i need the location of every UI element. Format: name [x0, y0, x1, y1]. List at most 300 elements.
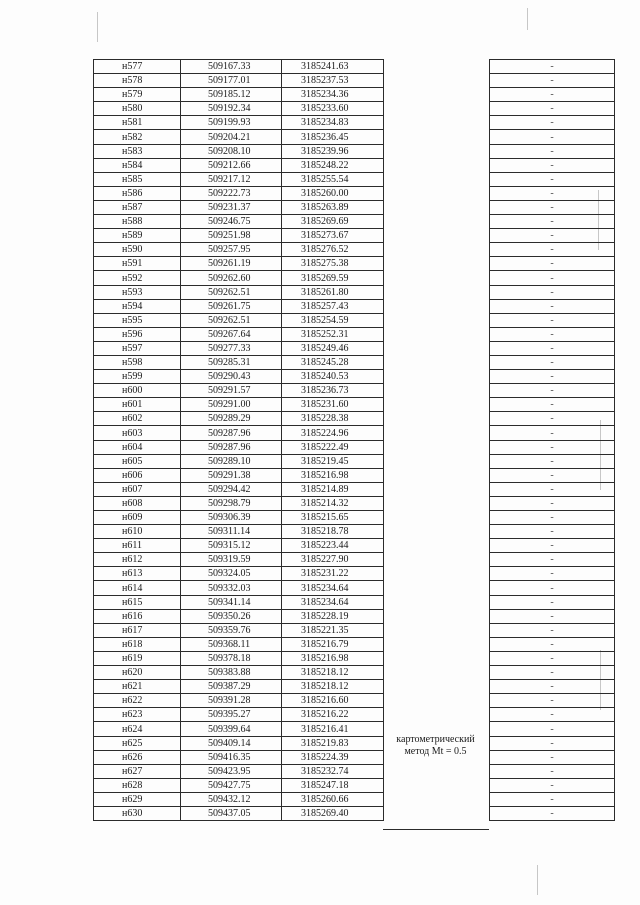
y-coordinate-cell: 3185218.12: [282, 666, 384, 680]
y-coordinate-cell: 3185252.31: [282, 327, 384, 341]
x-coordinate-cell: 509399.64: [181, 722, 282, 736]
x-coordinate-cell: 509192.34: [181, 102, 282, 116]
accuracy-cell: -: [490, 806, 615, 820]
x-coordinate-cell: 509423.95: [181, 764, 282, 778]
method-cell: [384, 454, 490, 468]
x-coordinate-cell: 509287.96: [181, 426, 282, 440]
method-cell: [384, 398, 490, 412]
method-cell: [384, 215, 490, 229]
accuracy-cell: -: [490, 102, 615, 116]
table-row: [94, 384, 615, 398]
table-row: [94, 468, 615, 482]
point-name-cell: н585: [94, 172, 181, 186]
x-coordinate-cell: 509291.38: [181, 468, 282, 482]
y-coordinate-cell: 3185260.00: [282, 186, 384, 200]
point-name-cell: н581: [94, 116, 181, 130]
method-cell: [384, 144, 490, 158]
x-coordinate-cell: 509432.12: [181, 792, 282, 806]
table-row: [94, 637, 615, 651]
accuracy-cell: -: [490, 313, 615, 327]
method-cell: [384, 384, 490, 398]
table-row: [94, 482, 615, 496]
method-cell: [384, 116, 490, 130]
y-coordinate-cell: 3185228.19: [282, 609, 384, 623]
accuracy-cell: -: [490, 609, 615, 623]
table-row: [94, 581, 615, 595]
point-name-cell: н593: [94, 285, 181, 299]
y-coordinate-cell: 3185233.60: [282, 102, 384, 116]
table-row: [94, 567, 615, 581]
method-cell: [384, 468, 490, 482]
x-coordinate-cell: 509437.05: [181, 806, 282, 820]
table-row: [94, 130, 615, 144]
y-coordinate-cell: 3185236.73: [282, 384, 384, 398]
accuracy-cell: -: [490, 158, 615, 172]
point-name-cell: н588: [94, 215, 181, 229]
accuracy-cell: -: [490, 60, 615, 74]
accuracy-cell: -: [490, 426, 615, 440]
accuracy-cell: -: [490, 595, 615, 609]
x-coordinate-cell: 509261.75: [181, 299, 282, 313]
table-row: [94, 370, 615, 384]
method-cell: [384, 651, 490, 665]
point-name-cell: н594: [94, 299, 181, 313]
point-name-cell: н615: [94, 595, 181, 609]
method-cell: [384, 186, 490, 200]
x-coordinate-cell: 509350.26: [181, 609, 282, 623]
y-coordinate-cell: 3185269.69: [282, 215, 384, 229]
method-cell: [384, 130, 490, 144]
method-cell: [384, 694, 490, 708]
y-coordinate-cell: 3185257.43: [282, 299, 384, 313]
accuracy-cell: -: [490, 511, 615, 525]
accuracy-cell: -: [490, 229, 615, 243]
accuracy-cell: -: [490, 539, 615, 553]
point-name-cell: н621: [94, 680, 181, 694]
x-coordinate-cell: 509324.05: [181, 567, 282, 581]
accuracy-cell: -: [490, 454, 615, 468]
x-coordinate-cell: 509298.79: [181, 496, 282, 510]
method-note-line1: картометрический: [396, 734, 475, 745]
table-row: [94, 243, 615, 257]
table-row: [94, 525, 615, 539]
point-name-cell: н605: [94, 454, 181, 468]
method-cell: [384, 609, 490, 623]
y-coordinate-cell: 3185216.98: [282, 651, 384, 665]
x-coordinate-cell: 509306.39: [181, 511, 282, 525]
x-coordinate-cell: 509199.93: [181, 116, 282, 130]
y-coordinate-cell: 3185219.83: [282, 736, 384, 750]
method-note-line2: метод Mt = 0.5: [404, 746, 467, 757]
point-name-cell: н614: [94, 581, 181, 595]
y-coordinate-cell: 3185249.46: [282, 341, 384, 355]
method-cell: [384, 200, 490, 214]
table-row: [94, 708, 615, 722]
point-name-cell: н598: [94, 355, 181, 369]
point-name-cell: н630: [94, 806, 181, 820]
method-cell: [384, 581, 490, 595]
point-name-cell: н604: [94, 440, 181, 454]
point-name-cell: н595: [94, 313, 181, 327]
method-cell: [384, 285, 490, 299]
point-name-cell: н618: [94, 637, 181, 651]
point-name-cell: н627: [94, 764, 181, 778]
method-cell: [384, 666, 490, 680]
x-coordinate-cell: 509257.95: [181, 243, 282, 257]
method-cell: [384, 595, 490, 609]
x-coordinate-cell: 509341.14: [181, 595, 282, 609]
x-coordinate-cell: 509291.00: [181, 398, 282, 412]
x-coordinate-cell: 509332.03: [181, 581, 282, 595]
x-coordinate-cell: 509315.12: [181, 539, 282, 553]
point-name-cell: н609: [94, 511, 181, 525]
accuracy-cell: -: [490, 327, 615, 341]
y-coordinate-cell: 3185275.38: [282, 257, 384, 271]
scan-mark: [97, 12, 98, 42]
table-bottom-line: [383, 829, 489, 830]
point-name-cell: н623: [94, 708, 181, 722]
method-cell: [384, 778, 490, 792]
y-coordinate-cell: 3185224.39: [282, 750, 384, 764]
table-row: [94, 750, 615, 764]
method-cell: [384, 299, 490, 313]
coordinates-table: [93, 59, 615, 821]
accuracy-cell: -: [490, 243, 615, 257]
accuracy-cell: -: [490, 215, 615, 229]
y-coordinate-cell: 3185228.38: [282, 412, 384, 426]
point-name-cell: н577: [94, 60, 181, 74]
table-row: [94, 511, 615, 525]
table-row: [94, 778, 615, 792]
x-coordinate-cell: 509391.28: [181, 694, 282, 708]
y-coordinate-cell: 3185260.66: [282, 792, 384, 806]
x-coordinate-cell: 509208.10: [181, 144, 282, 158]
table-row: [94, 88, 615, 102]
y-coordinate-cell: 3185218.12: [282, 680, 384, 694]
accuracy-cell: -: [490, 285, 615, 299]
table-row: [94, 186, 615, 200]
y-coordinate-cell: 3185269.40: [282, 806, 384, 820]
method-cell: [384, 172, 490, 186]
accuracy-cell: -: [490, 384, 615, 398]
y-coordinate-cell: 3185234.83: [282, 116, 384, 130]
x-coordinate-cell: 509262.60: [181, 271, 282, 285]
point-name-cell: н591: [94, 257, 181, 271]
accuracy-cell: -: [490, 440, 615, 454]
table-row: [94, 496, 615, 510]
point-name-cell: н582: [94, 130, 181, 144]
point-name-cell: н597: [94, 341, 181, 355]
table-row: [94, 440, 615, 454]
y-coordinate-cell: 3185241.63: [282, 60, 384, 74]
x-coordinate-cell: 509246.75: [181, 215, 282, 229]
accuracy-cell: -: [490, 341, 615, 355]
accuracy-cell: -: [490, 792, 615, 806]
table-row: [94, 609, 615, 623]
accuracy-cell: -: [490, 496, 615, 510]
accuracy-cell: -: [490, 271, 615, 285]
x-coordinate-cell: 509395.27: [181, 708, 282, 722]
accuracy-cell: -: [490, 553, 615, 567]
x-coordinate-cell: 509409.14: [181, 736, 282, 750]
accuracy-cell: -: [490, 764, 615, 778]
y-coordinate-cell: 3185218.78: [282, 525, 384, 539]
table-row: [94, 694, 615, 708]
y-coordinate-cell: 3185234.64: [282, 581, 384, 595]
accuracy-cell: -: [490, 666, 615, 680]
y-coordinate-cell: 3185247.18: [282, 778, 384, 792]
method-cell: [384, 327, 490, 341]
accuracy-cell: -: [490, 370, 615, 384]
method-cell: [384, 271, 490, 285]
table-row: [94, 74, 615, 88]
point-name-cell: н607: [94, 482, 181, 496]
point-name-cell: н579: [94, 88, 181, 102]
y-coordinate-cell: 3185222.49: [282, 440, 384, 454]
accuracy-cell: -: [490, 398, 615, 412]
y-coordinate-cell: 3185236.45: [282, 130, 384, 144]
x-coordinate-cell: 509204.21: [181, 130, 282, 144]
y-coordinate-cell: 3185227.90: [282, 553, 384, 567]
scan-mark: [527, 8, 528, 30]
point-name-cell: н586: [94, 186, 181, 200]
table-row: [94, 806, 615, 820]
accuracy-cell: -: [490, 623, 615, 637]
x-coordinate-cell: 509290.43: [181, 370, 282, 384]
x-coordinate-cell: 509311.14: [181, 525, 282, 539]
accuracy-cell: -: [490, 257, 615, 271]
y-coordinate-cell: 3185221.35: [282, 623, 384, 637]
method-cell: [384, 102, 490, 116]
method-cell: [384, 567, 490, 581]
x-coordinate-cell: 509359.76: [181, 623, 282, 637]
x-coordinate-cell: 509185.12: [181, 88, 282, 102]
point-name-cell: н599: [94, 370, 181, 384]
accuracy-cell: -: [490, 722, 615, 736]
scan-mark: [537, 865, 538, 895]
table-row: [94, 172, 615, 186]
x-coordinate-cell: 509427.75: [181, 778, 282, 792]
table-row: [94, 341, 615, 355]
y-coordinate-cell: 3185216.41: [282, 722, 384, 736]
x-coordinate-cell: 509262.51: [181, 313, 282, 327]
accuracy-cell: -: [490, 186, 615, 200]
x-coordinate-cell: 509217.12: [181, 172, 282, 186]
x-coordinate-cell: 509212.66: [181, 158, 282, 172]
table-row: [94, 539, 615, 553]
table-row: [94, 60, 615, 74]
table-row: [94, 722, 615, 736]
y-coordinate-cell: 3185276.52: [282, 243, 384, 257]
y-coordinate-cell: 3185224.96: [282, 426, 384, 440]
accuracy-cell: -: [490, 299, 615, 313]
y-coordinate-cell: 3185234.36: [282, 88, 384, 102]
method-cell: [384, 764, 490, 778]
point-name-cell: н601: [94, 398, 181, 412]
method-cell: [384, 341, 490, 355]
point-name-cell: н602: [94, 412, 181, 426]
accuracy-cell: -: [490, 172, 615, 186]
point-name-cell: н611: [94, 539, 181, 553]
x-coordinate-cell: 509383.88: [181, 666, 282, 680]
table-row: [94, 200, 615, 214]
point-name-cell: н617: [94, 623, 181, 637]
y-coordinate-cell: 3185237.53: [282, 74, 384, 88]
table-row: [94, 299, 615, 313]
method-cell: [384, 243, 490, 257]
accuracy-cell: -: [490, 736, 615, 750]
x-coordinate-cell: 509378.18: [181, 651, 282, 665]
table-row: [94, 595, 615, 609]
y-coordinate-cell: 3185245.28: [282, 355, 384, 369]
accuracy-cell: -: [490, 708, 615, 722]
method-cell: [384, 412, 490, 426]
point-name-cell: н589: [94, 229, 181, 243]
point-name-cell: н608: [94, 496, 181, 510]
x-coordinate-cell: 509277.33: [181, 341, 282, 355]
table-row: [94, 412, 615, 426]
x-coordinate-cell: 509294.42: [181, 482, 282, 496]
accuracy-cell: -: [490, 525, 615, 539]
table-row: [94, 285, 615, 299]
y-coordinate-cell: 3185216.79: [282, 637, 384, 651]
point-name-cell: н606: [94, 468, 181, 482]
table-row: [94, 229, 615, 243]
method-note: [383, 734, 488, 758]
method-cell: [384, 806, 490, 820]
method-cell: [384, 511, 490, 525]
table-row: [94, 158, 615, 172]
table-row: [94, 116, 615, 130]
point-name-cell: н580: [94, 102, 181, 116]
method-cell: [384, 313, 490, 327]
method-cell: [384, 355, 490, 369]
y-coordinate-cell: 3185216.98: [282, 468, 384, 482]
accuracy-cell: -: [490, 130, 615, 144]
x-coordinate-cell: 509167.33: [181, 60, 282, 74]
accuracy-cell: -: [490, 468, 615, 482]
accuracy-cell: -: [490, 116, 615, 130]
y-coordinate-cell: 3185216.60: [282, 694, 384, 708]
y-coordinate-cell: 3185239.96: [282, 144, 384, 158]
method-cell: [384, 525, 490, 539]
table-row: [94, 271, 615, 285]
y-coordinate-cell: 3185215.65: [282, 511, 384, 525]
y-coordinate-cell: 3185223.44: [282, 539, 384, 553]
accuracy-cell: -: [490, 694, 615, 708]
method-cell: [384, 539, 490, 553]
accuracy-cell: -: [490, 651, 615, 665]
accuracy-cell: -: [490, 355, 615, 369]
accuracy-cell: -: [490, 680, 615, 694]
y-coordinate-cell: 3185248.22: [282, 158, 384, 172]
x-coordinate-cell: 509177.01: [181, 74, 282, 88]
x-coordinate-cell: 509285.31: [181, 355, 282, 369]
table-row: [94, 426, 615, 440]
point-name-cell: н628: [94, 778, 181, 792]
x-coordinate-cell: 509319.59: [181, 553, 282, 567]
point-name-cell: н592: [94, 271, 181, 285]
accuracy-cell: -: [490, 778, 615, 792]
method-cell: [384, 792, 490, 806]
method-cell: [384, 496, 490, 510]
y-coordinate-cell: 3185232.74: [282, 764, 384, 778]
method-cell: [384, 60, 490, 74]
table-row: [94, 623, 615, 637]
table-row: [94, 553, 615, 567]
accuracy-cell: -: [490, 482, 615, 496]
y-coordinate-cell: 3185234.64: [282, 595, 384, 609]
table-row: [94, 792, 615, 806]
method-cell: [384, 370, 490, 384]
point-name-cell: н629: [94, 792, 181, 806]
table-row: [94, 454, 615, 468]
x-coordinate-cell: 509368.11: [181, 637, 282, 651]
method-cell: [384, 637, 490, 651]
y-coordinate-cell: 3185269.59: [282, 271, 384, 285]
accuracy-cell: -: [490, 581, 615, 595]
point-name-cell: н587: [94, 200, 181, 214]
method-cell: [384, 257, 490, 271]
x-coordinate-cell: 509287.96: [181, 440, 282, 454]
point-name-cell: н624: [94, 722, 181, 736]
table-row: [94, 680, 615, 694]
point-name-cell: н603: [94, 426, 181, 440]
x-coordinate-cell: 509251.98: [181, 229, 282, 243]
method-cell: [384, 708, 490, 722]
x-coordinate-cell: 509291.57: [181, 384, 282, 398]
table-row: [94, 102, 615, 116]
point-name-cell: н620: [94, 666, 181, 680]
table-row: [94, 257, 615, 271]
y-coordinate-cell: 3185263.89: [282, 200, 384, 214]
x-coordinate-cell: 509289.29: [181, 412, 282, 426]
y-coordinate-cell: 3185261.80: [282, 285, 384, 299]
point-name-cell: н590: [94, 243, 181, 257]
method-cell: [384, 440, 490, 454]
method-cell: [384, 426, 490, 440]
y-coordinate-cell: 3185231.60: [282, 398, 384, 412]
table-row: [94, 736, 615, 750]
point-name-cell: н578: [94, 74, 181, 88]
method-cell: [384, 553, 490, 567]
accuracy-cell: -: [490, 567, 615, 581]
method-cell: [384, 88, 490, 102]
method-cell: [384, 158, 490, 172]
x-coordinate-cell: 509387.29: [181, 680, 282, 694]
method-cell: [384, 482, 490, 496]
x-coordinate-cell: 509267.64: [181, 327, 282, 341]
y-coordinate-cell: 3185214.32: [282, 496, 384, 510]
point-name-cell: н610: [94, 525, 181, 539]
y-coordinate-cell: 3185273.67: [282, 229, 384, 243]
point-name-cell: н600: [94, 384, 181, 398]
accuracy-cell: -: [490, 200, 615, 214]
method-cell: [384, 74, 490, 88]
table-row: [94, 313, 615, 327]
point-name-cell: н616: [94, 609, 181, 623]
coordinates-table-body: [94, 60, 615, 821]
table-row: [94, 651, 615, 665]
table-row: [94, 764, 615, 778]
accuracy-cell: -: [490, 144, 615, 158]
point-name-cell: н584: [94, 158, 181, 172]
accuracy-cell: -: [490, 412, 615, 426]
accuracy-cell: -: [490, 74, 615, 88]
method-cell: [384, 623, 490, 637]
x-coordinate-cell: 509231.37: [181, 200, 282, 214]
point-name-cell: н626: [94, 750, 181, 764]
